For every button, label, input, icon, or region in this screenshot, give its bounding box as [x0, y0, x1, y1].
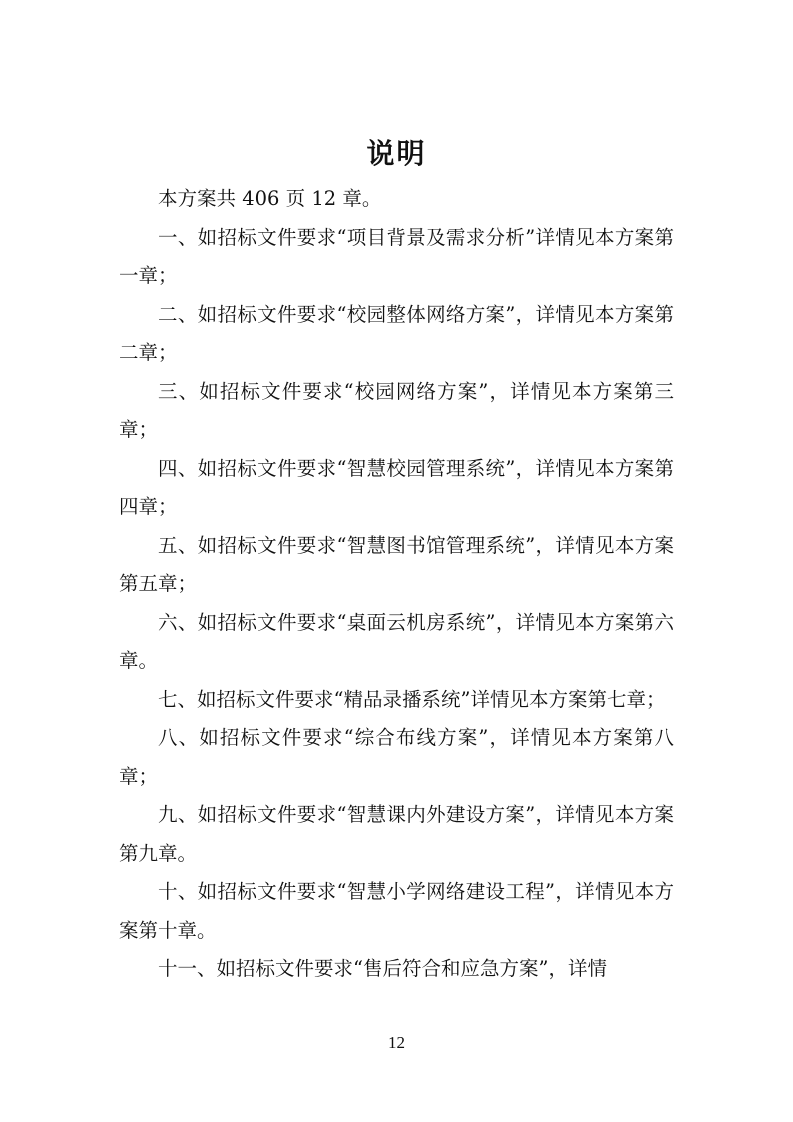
paragraph-item-10: 十、如招标文件要求“智慧小学网络建设工程”，详情见本方案第十章。: [119, 880, 674, 942]
page-title: 说明: [366, 137, 427, 170]
paragraph-item-4: 四、如招标文件要求“智慧校园管理系统”，详情见本方案第四章；: [119, 456, 674, 518]
document-body: [119, 180, 674, 989]
paragraph-item-3: 三、如招标文件要求“校园网络方案”，详情见本方案第三章；: [119, 379, 674, 441]
paragraph-intro: 本方案共 406 页 12 章。: [158, 187, 382, 210]
paragraph-item-8: 八、如招标文件要求“综合布线方案”，详情见本方案第八章；: [119, 726, 674, 788]
paragraph-item-5: 五、如招标文件要求“智慧图书馆管理系统”，详情见本方案第五章；: [119, 533, 674, 595]
page-number: 12: [388, 1033, 405, 1052]
paragraph-item-7: 七、如招标文件要求“精品录播系统”详情见本方案第七章；: [158, 687, 666, 711]
paragraph-item-2: 二、如招标文件要求“校园整体网络方案”，详情见本方案第二章；: [119, 302, 674, 364]
paragraph-item-1: 一、如招标文件要求“项目背景及需求分析”详情见本方案第一章；: [119, 225, 674, 287]
paragraph-item-6: 六、如招标文件要求“桌面云机房系统”，详情见本方案第六章。: [119, 610, 674, 672]
paragraph-item-9: 九、如招标文件要求“智慧课内外建设方案”，详情见本方案第九章。: [119, 803, 674, 865]
paragraph-item-11: 十一、如招标文件要求“售后符合和应急方案”，详情: [158, 957, 607, 980]
